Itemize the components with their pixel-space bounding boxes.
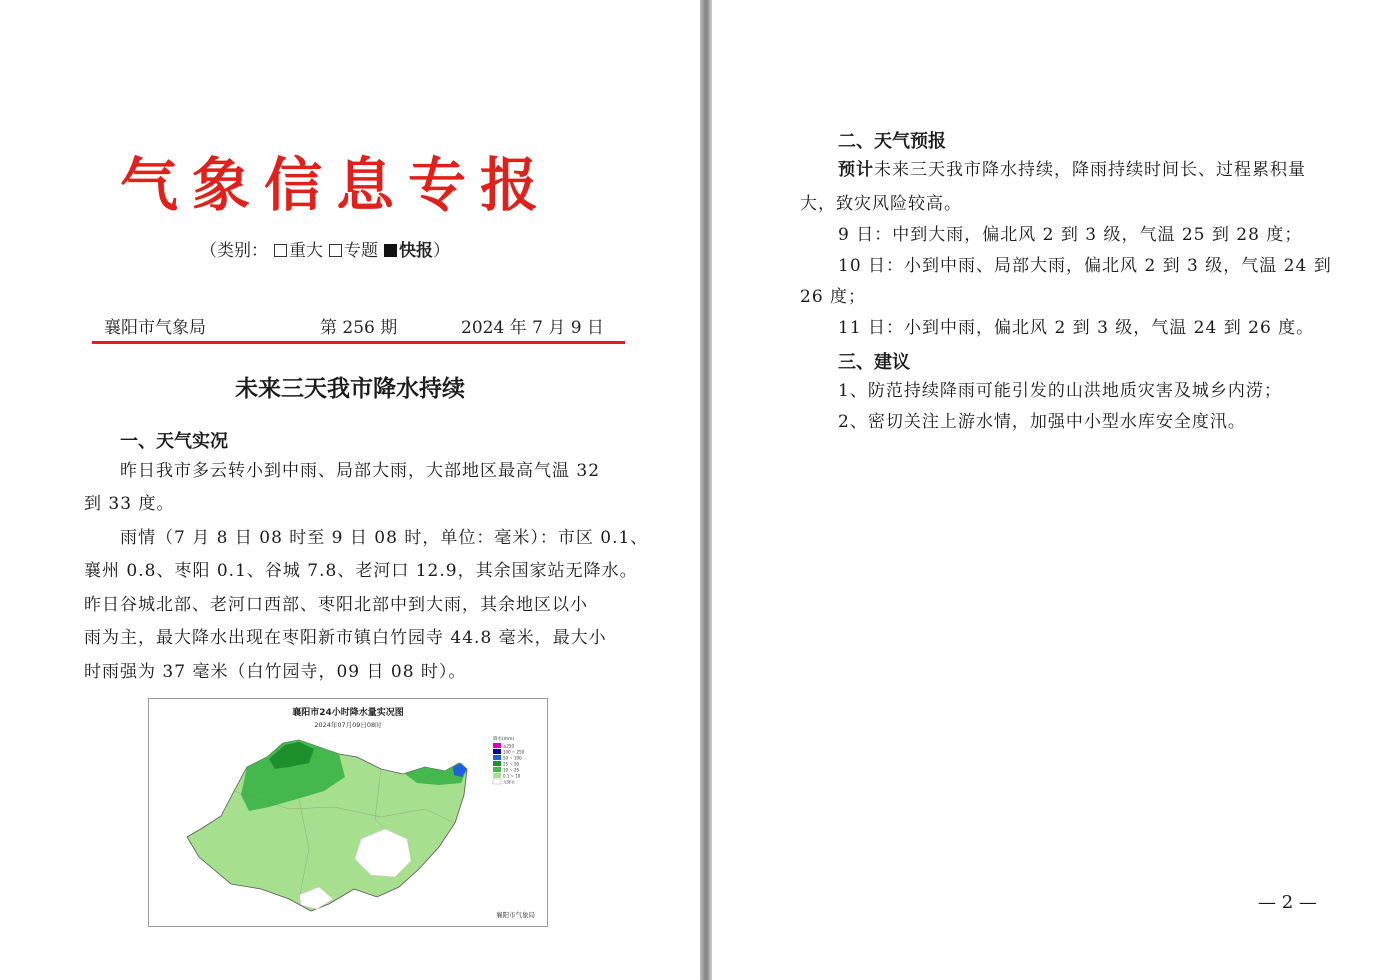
legend-label: 10 ~ 25 — [503, 767, 520, 773]
category-open: （类别： — [200, 241, 268, 261]
paragraph-line: 大，致灾风险较高。 — [800, 194, 962, 214]
issuer: 襄阳市气象局 — [104, 318, 206, 338]
forecast-day-11: 11 日：小到中雨，偏北风 2 到 3 级，气温 24 到 26 度。 — [838, 318, 1315, 338]
document-page-right — [712, 0, 1388, 980]
section-heading-advice: 三、建议 — [838, 352, 910, 373]
paragraph-line: 雨为主，最大降水出现在枣阳新市镇白竹园寺 44.8 毫米，最大小 — [84, 628, 607, 648]
legend-swatch — [493, 767, 501, 772]
legend-swatch — [493, 749, 501, 754]
forecast-intro-bold: 预计 — [838, 160, 874, 180]
forecast-intro-text: 未来三天我市降水持续，降雨持续时间长、过程累积量 — [874, 160, 1306, 180]
precipitation-map — [148, 698, 548, 927]
legend-label: 50 ~ 100 — [503, 755, 522, 761]
paragraph-line: 昨日我市多云转小到中雨、局部大雨，大部地区最高气温 32 — [120, 461, 601, 481]
paragraph-line: 昨日谷城北部、老河口西部、枣阳北部中到大雨，其余地区以小 — [84, 595, 588, 615]
paragraph-line: 雨情（7 月 8 日 08 时至 9 日 08 时，单位：毫米）：市区 0.1、 — [120, 528, 649, 548]
page-number: — 2 — — [1258, 892, 1317, 913]
issue-number: 第 256 期 — [320, 318, 398, 338]
category-close: ） — [433, 241, 450, 261]
category-option-special: 专题 — [344, 241, 378, 261]
legend-label: 无降水 — [503, 779, 515, 785]
red-divider-line — [92, 341, 625, 344]
page-divider — [700, 0, 712, 980]
checkbox-icon — [274, 244, 287, 257]
paragraph-line: 时雨强为 37 毫米（白竹园寺，09 日 08 时）。 — [84, 662, 467, 682]
legend-label: 0.1 ~ 10 — [503, 773, 521, 779]
paragraph-line — [838, 154, 1306, 188]
section-heading-forecast: 二、天气预报 — [838, 131, 946, 152]
masthead-title: 气象信息专报 — [120, 151, 553, 219]
legend-label: 25 ~ 50 — [503, 761, 520, 767]
legend-swatch — [493, 779, 501, 784]
advice-item: 2、密切关注上游水情，加强中小型水库安全度汛。 — [838, 412, 1246, 432]
legend-swatch — [493, 773, 501, 778]
issue-date: 2024 年 7 月 9 日 — [461, 318, 604, 338]
forecast-day-10-cont: 26 度； — [800, 287, 867, 307]
map-legend — [493, 743, 525, 785]
legend-swatch — [493, 755, 501, 760]
legend-swatch — [493, 761, 501, 766]
map-credit: 襄阳市气象局 — [496, 911, 535, 919]
section-heading-observation: 一、天气实况 — [120, 431, 228, 452]
forecast-day-9: 9 日：中到大雨，偏北风 2 到 3 级，气温 25 到 28 度； — [838, 225, 1303, 245]
map-subtitle: 2024年07月09日08时 — [314, 721, 382, 729]
legend-label: 100 ~ 250 — [503, 749, 525, 755]
category-option-major: 重大 — [289, 241, 323, 261]
category-line — [200, 236, 450, 261]
paragraph-line: 到 33 度。 — [84, 494, 175, 514]
checkbox-checked-icon — [384, 244, 397, 257]
checkbox-icon — [329, 244, 342, 257]
precipitation-map-graphic — [149, 699, 547, 926]
legend-label: ≥250 — [503, 743, 514, 749]
document-title: 未来三天我市降水持续 — [235, 375, 465, 402]
map-title: 襄阳市24小时降水量实况图 — [292, 708, 404, 718]
advice-item: 1、防范持续降雨可能引发的山洪地质灾害及城乡内涝； — [838, 381, 1282, 401]
forecast-day-10: 10 日：小到中雨、局部大雨，偏北风 2 到 3 级，气温 24 到 — [838, 256, 1332, 276]
legend-title: 降水(mm) — [493, 737, 515, 742]
paragraph-line: 襄州 0.8、枣阳 0.1、谷城 7.8、老河口 12.9，其余国家站无降水。 — [84, 561, 638, 581]
category-option-express: 快报 — [399, 241, 433, 261]
legend-swatch — [493, 743, 501, 748]
